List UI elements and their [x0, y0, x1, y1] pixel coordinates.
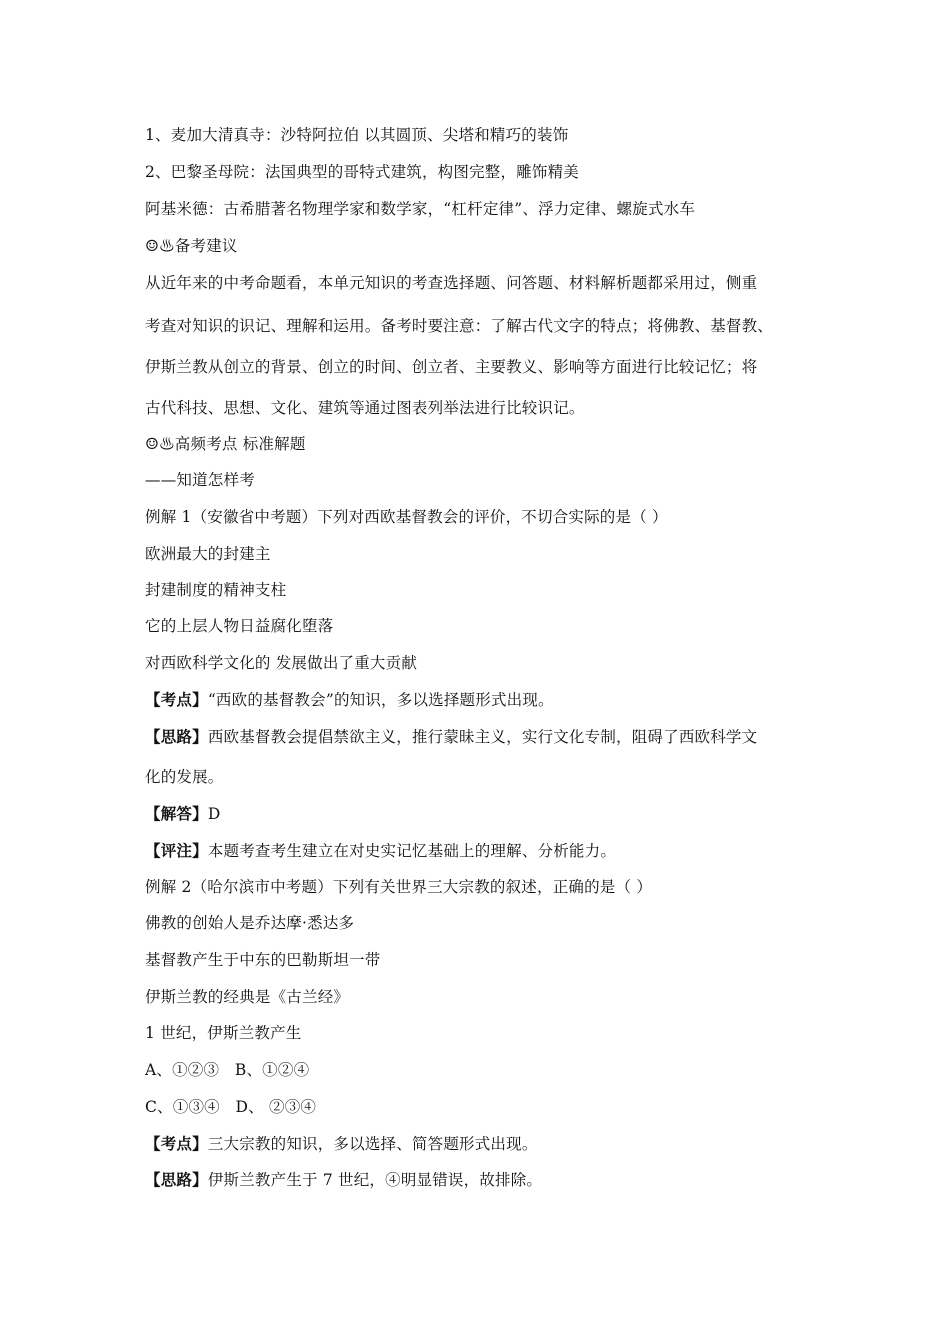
kaodian-tag: 【考点】	[145, 690, 208, 709]
example-1-option-1: 欧洲最大的封建主	[145, 545, 271, 563]
example-1-silu-continued: 化的发展。	[145, 768, 224, 786]
kaodian-tag: 【考点】	[145, 1134, 208, 1153]
example-1-kaodian	[145, 689, 825, 711]
jieda-tag: 【解答】	[145, 804, 208, 823]
section-heading-high-frequency: ☺♨高频考点 标准解题	[145, 435, 306, 453]
example-2-silu	[145, 1169, 825, 1191]
section-heading-exam-advice: ☺♨备考建议	[145, 237, 238, 255]
example-1-question: 例解 1（安徽省中考题）下列对西欧基督教会的评价，不切合实际的是（ ）	[145, 508, 668, 526]
example-2-statement-3: 伊斯兰教的经典是《古兰经》	[145, 988, 350, 1006]
pingzhu-tag: 【评注】	[145, 841, 208, 860]
example-1-option-4: 对西欧科学文化的 发展做出了重大贡献	[145, 654, 418, 672]
example-2-statement-4: 1 世纪，伊斯兰教产生	[145, 1024, 302, 1042]
example-2-kaodian	[145, 1133, 825, 1155]
paragraph-line-1: 从近年来的中考命题看，本单元知识的考查选择题、问答题、材料解析题都采用过，侧重	[145, 274, 758, 292]
example-2-question: 例解 2（哈尔滨市中考题）下列有关世界三大宗教的叙述，正确的是（ ）	[145, 878, 653, 896]
kaodian-text: “西欧的基督教会”的知识，多以选择题形式出现。	[207, 691, 554, 709]
text-line-archimedes: 阿基米德：古希腊著名物理学家和数学家，“杠杆定律”、浮力定律、螺旋式水车	[145, 200, 696, 218]
example-1-option-3: 它的上层人物日益腐化堕落	[145, 617, 334, 635]
example-1-silu	[145, 726, 825, 748]
example-2-statement-2: 基督教产生于中东的巴勒斯坦一带	[145, 951, 381, 969]
section-subheading: ——知道怎样考	[145, 471, 255, 489]
text-line-notre-dame: 2、巴黎圣母院：法国典型的哥特式建筑，构图完整，雕饰精美	[145, 163, 579, 181]
example-2-choices-ab: A、①②③ B、①②④	[145, 1061, 310, 1079]
example-1-jieda	[145, 803, 825, 825]
example-2-statement-1: 佛教的创始人是乔达摩·悉达多	[145, 914, 355, 932]
example-1-pingzhu	[145, 840, 825, 862]
kaodian-text: 三大宗教的知识，多以选择、简答题形式出现。	[207, 1135, 538, 1153]
example-1-option-2: 封建制度的精神支柱	[145, 581, 287, 599]
example-2-choices-cd: C、①③④ D、 ②③④	[145, 1098, 317, 1116]
silu-text: 伊斯兰教产生于 7 世纪，④明显错误，故排除。	[207, 1171, 543, 1189]
paragraph-line-4: 古代科技、思想、文化、建筑等通过图表列举法进行比较识记。	[145, 399, 585, 417]
text-line-mecca: 1、麦加大清真寺：沙特阿拉伯 以其圆顶、尖塔和精巧的装饰	[145, 126, 569, 144]
jieda-text: D	[207, 805, 221, 823]
paragraph-line-3: 伊斯兰教从创立的背景、创立的时间、创立者、主要教义、影响等方面进行比较记忆；将	[145, 358, 758, 376]
pingzhu-text: 本题考查考生建立在对史实记忆基础上的理解、分析能力。	[207, 842, 617, 860]
silu-tag: 【思路】	[145, 1170, 208, 1189]
silu-text: 西欧基督教会提倡禁欲主义，推行蒙昧主义，实行文化专制，阻碍了西欧科学文	[207, 728, 758, 746]
silu-tag: 【思路】	[145, 727, 208, 746]
paragraph-line-2: 考查对知识的识记、理解和运用。备考时要注意：了解古代文字的特点；将佛教、基督教、	[145, 317, 774, 335]
